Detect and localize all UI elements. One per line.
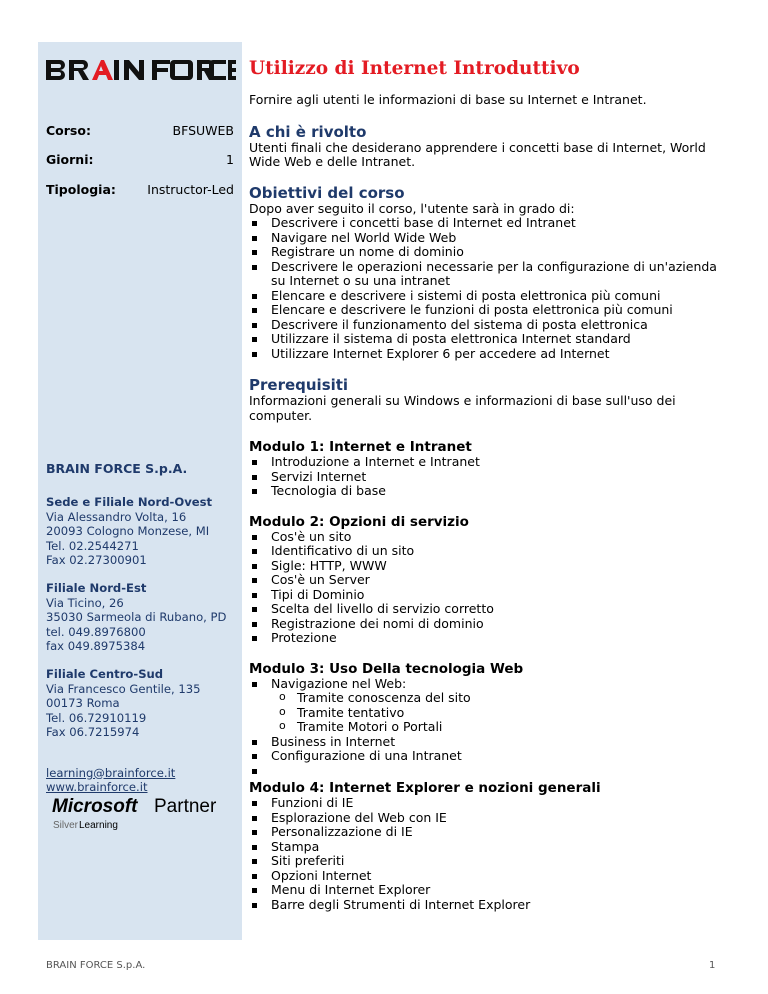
office-nord-est (46, 581, 238, 653)
list-item: Registrazione dei nomi di dominio (249, 617, 719, 632)
list-item: Descrivere i concetti base di Internet ed Intranet (249, 216, 719, 231)
course-code-label: Corso: (46, 123, 91, 138)
office-line: Fax 06.7215974 (46, 725, 140, 740)
list-item: Sigle: HTTP, WWW (249, 559, 719, 574)
office-line: 35030 Sarmeola di Rubano, PD (46, 610, 227, 625)
office-line: Via Francesco Gentile, 135 (46, 681, 201, 696)
contact-links (46, 766, 238, 795)
list-item: Descrivere il funzionamento del sistema di posta elettronica (249, 318, 719, 333)
office-line: Tel. 02.2544271 (46, 538, 139, 553)
course-title: Utilizzo di Internet Introduttivo (249, 58, 580, 79)
list-item: Funzioni di IE (249, 796, 719, 811)
sub-list-item: o Tramite Motori o Portali (249, 720, 719, 735)
module-1-list (249, 455, 719, 499)
list-item: Business in Internet (249, 735, 719, 750)
company-name: BRAIN FORCE S.p.A. (46, 461, 188, 476)
company-contacts (46, 462, 238, 794)
list-item: Stampa (249, 840, 719, 855)
office-line: 00173 Roma (46, 696, 120, 711)
objectives-intro: Dopo aver seguito il corso, l'utente sarà in grado di: (249, 200, 575, 216)
list-item: Elencare e descrivere le funzioni di posta elettronica più comuni (249, 303, 719, 318)
office-nord-ovest (46, 495, 238, 567)
module-3-title: Modulo 3: Uso Della tecnologia Web (249, 660, 524, 677)
list-item: Personalizzazione di IE (249, 825, 719, 840)
module-2-list (249, 530, 719, 646)
nav-item-label: Navigazione nel Web: (271, 675, 407, 691)
module-1-title: Modulo 1: Internet e Intranet (249, 439, 472, 455)
office-line: Tel. 06.72910119 (46, 710, 147, 725)
module-2-title: Modulo 2: Opzioni di servizio (249, 513, 469, 530)
office-line: 20093 Cologno Monzese, MI (46, 524, 210, 539)
office-name: Filiale Nord-Est (46, 581, 147, 596)
list-item: Barre degli Strumenti di Internet Explorer (249, 898, 719, 913)
microsoft-partner-badge (50, 793, 230, 833)
list-item: Registrare un nome di dominio (249, 245, 719, 260)
prerequisites-heading: Prerequisiti (249, 376, 349, 394)
office-name: Filiale Centro-Sud (46, 667, 164, 682)
module-4-title: Modulo 4: Internet Explorer e nozioni generali (249, 780, 601, 796)
list-item: Utilizzare il sistema di posta elettronica Internet standard (249, 332, 719, 347)
partner-competency: Learning (79, 820, 118, 831)
module-3-list-cont (249, 735, 719, 779)
email-link[interactable]: learning@brainforce.it (46, 765, 176, 780)
list-item: Cos'è un sito (249, 530, 719, 545)
list-item (249, 677, 719, 692)
page-number: 1 (709, 960, 716, 971)
course-content (249, 58, 719, 912)
objectives-heading: Obiettivi del corso (249, 183, 405, 202)
list-item: Cos'è un Server (249, 573, 719, 588)
office-centro-sud (46, 667, 238, 739)
objectives-list (249, 216, 719, 361)
office-line: tel. 049.8976800 (46, 624, 146, 639)
course-days-label: Giorni: (46, 152, 94, 167)
course-type-value: Instructor-Led (147, 182, 234, 197)
sub-list-item: o Tramite tentativo (249, 706, 719, 721)
list-item: Menu di Internet Explorer (249, 883, 719, 898)
list-item: Servizi Internet (249, 470, 719, 485)
office-name: Sede e Filiale Nord-Ovest (46, 495, 213, 510)
footer-company: BRAIN FORCE S.p.A. (46, 960, 146, 971)
list-item: Elencare e descrivere i sistemi di posta elettronica più comuni (249, 289, 719, 304)
module-4-list (249, 796, 719, 912)
list-item: Utilizzare Internet Explorer 6 per accedere ad Internet (249, 347, 719, 362)
list-item: Scelta del livello di servizio corretto (249, 602, 719, 617)
office-line: Fax 02.27300901 (46, 553, 147, 568)
partner-word: Partner (154, 796, 217, 817)
list-item-empty (249, 764, 719, 779)
office-line: fax 049.8975384 (46, 639, 146, 654)
list-item: Tipi di Dominio (249, 588, 719, 603)
brain-force-logo (46, 58, 236, 84)
office-line: Via Alessandro Volta, 16 (46, 509, 187, 524)
course-days-value: 1 (226, 152, 234, 167)
microsoft-wordmark: Microsoft (52, 796, 138, 817)
list-item: Siti preferiti (249, 854, 719, 869)
list-item: Esplorazione del Web con IE (249, 811, 719, 826)
list-item: Introduzione a Internet e Intranet (249, 455, 719, 470)
list-item: Tecnologia di base (249, 484, 719, 499)
prerequisites-text: Informazioni generali su Windows e informazioni di base sull'uso dei computer. (249, 393, 676, 423)
list-item: Navigare nel World Wide Web (249, 231, 719, 246)
audience-heading: A chi è rivolto (249, 122, 367, 141)
list-item: Configurazione di una Intranet (249, 749, 719, 764)
list-item: Protezione (249, 631, 719, 646)
list-item: Identificativo di un sito (249, 544, 719, 559)
list-item: Opzioni Internet (249, 869, 719, 884)
audience-text: Utenti finali che desiderano apprendere i concetti base di Internet, World Wide Web e delle Intranet. (249, 139, 706, 169)
partner-tier: Silver (53, 820, 79, 831)
module-3-list (249, 677, 719, 692)
sub-list-item: o Tramite conoscenza del sito (249, 691, 719, 706)
course-subtitle: Fornire agli utenti le informazioni di base su Internet e Intranet. (249, 92, 647, 107)
course-code-value: BFSUWEB (172, 123, 234, 138)
module-3-sublist (249, 691, 719, 735)
office-line: Via Ticino, 26 (46, 595, 124, 610)
course-type-label: Tipologia: (46, 182, 116, 197)
website-link[interactable]: www.brainforce.it (46, 779, 148, 794)
list-item: Descrivere le operazioni necessarie per la configurazione di un'azienda su Internet o su una intranet (249, 260, 719, 289)
